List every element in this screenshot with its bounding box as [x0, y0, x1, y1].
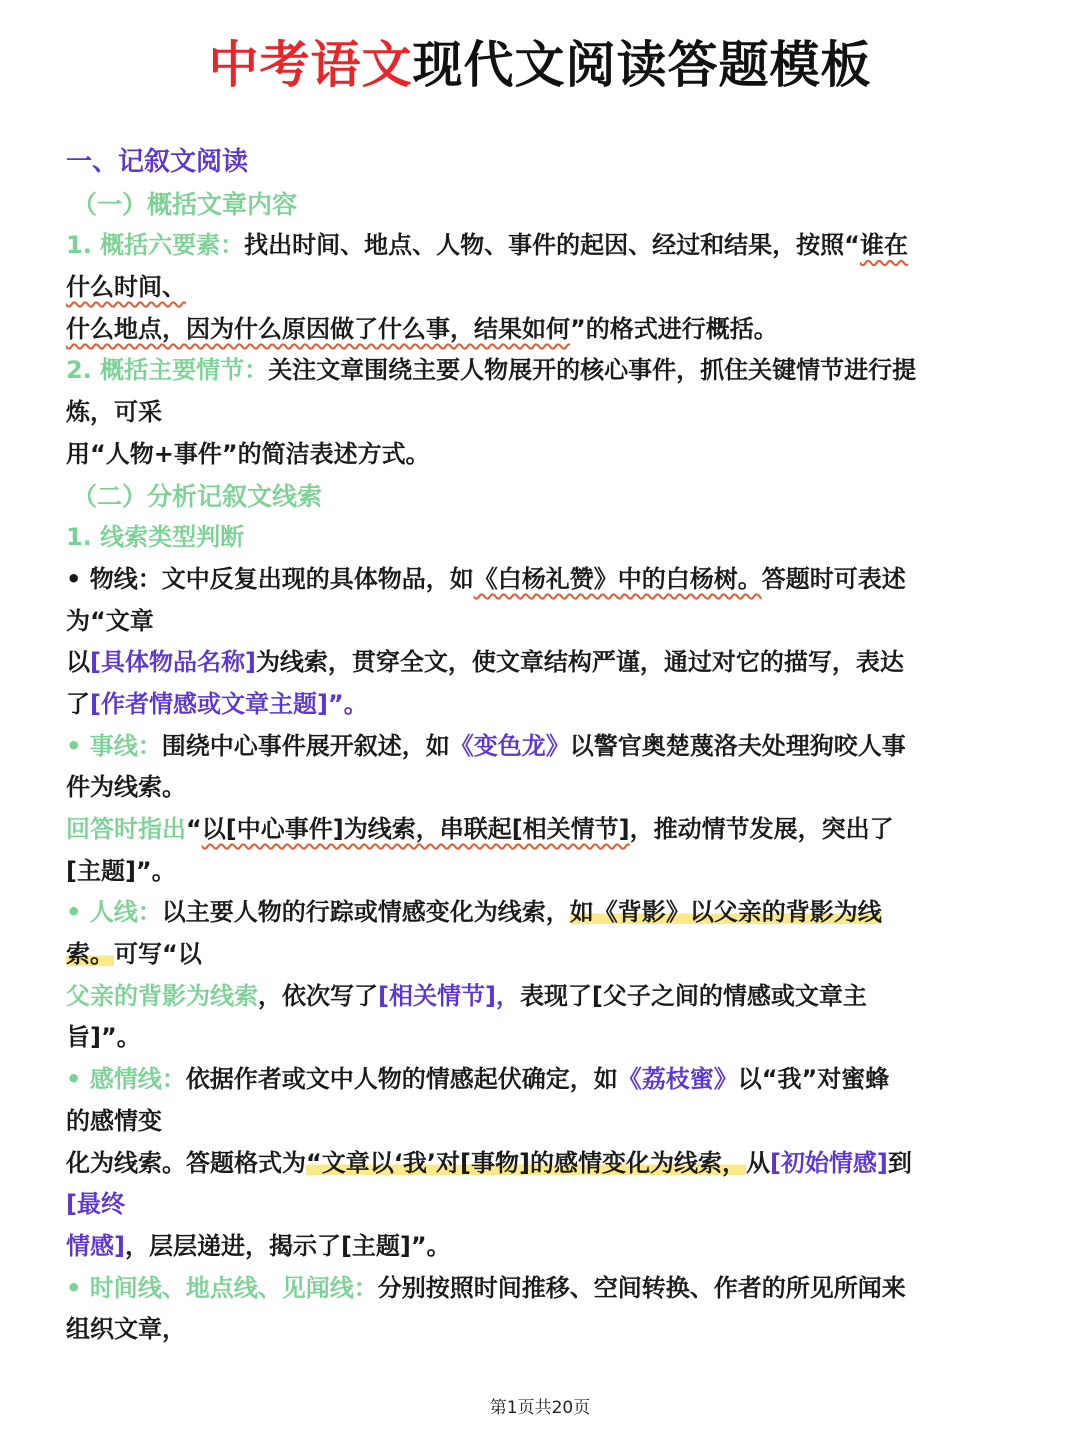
bullet-label: • 时间线、地点线、见闻线： [66, 1273, 378, 1302]
bullet-object-clue-cont [66, 642, 1041, 684]
page-number: 第1页共20页 [489, 1398, 591, 1418]
item-six-elements-cont [66, 309, 1041, 351]
bullet-text: 了 [66, 689, 90, 718]
highlighted-text: “文章以‘我’对[事物]的感情变化为线索， [306, 1148, 746, 1177]
bullet-person-clue-cont [66, 976, 1041, 1018]
page-title [0, 30, 1080, 100]
book-title: 《变色龙》 [449, 731, 570, 760]
placeholder-text: [初始情感] [769, 1148, 888, 1177]
placeholder-text: [具体物品名称] [90, 648, 256, 677]
bullet-text: 表现了[父子之间的情感或文章主 [519, 981, 867, 1010]
placeholder-text: [作者情感或文章主题]”。 [90, 689, 368, 718]
item-label: 1. 概括六要素： [66, 231, 245, 260]
green-text: 父亲的背影为线索 [66, 981, 258, 1010]
green-text: 回答时指出 [66, 815, 186, 843]
bullet-text: 为线索，贯穿全文，使文章结构严谨，通过对它的描写，表达 [255, 648, 904, 677]
item-main-plot [66, 350, 1041, 392]
bullet-label: • 物线： [66, 564, 162, 593]
highlighted-text: 索。 [66, 940, 114, 969]
title-red-part: 中考语文 [208, 36, 413, 94]
bullet-text: 以警官奥楚蔑洛夫处理狗咬人事 [569, 731, 906, 760]
bullet-text: 化为线索。答题格式为 [66, 1148, 306, 1177]
bullet-person-clue-cont: 旨]”。 [66, 1023, 141, 1052]
placeholder-text: 情感] [66, 1231, 125, 1260]
bullet-text: 从 [745, 1148, 770, 1177]
wavy-underline-text: 以[中心事件]为线索，串联起[相关情节] [201, 815, 630, 843]
item-main-plot-cont: 用“人物+事件”的简洁表述方式。 [66, 439, 430, 468]
bullet-emotion-clue-cont: [最终 [66, 1190, 125, 1219]
wavy-underline-text: 什么地点，因为什么原因做了什么事，结果如何 [66, 314, 570, 343]
bullet-emotion-clue-cont: 的感情变 [66, 1106, 162, 1135]
placeholder-text: [相关情节]， [378, 981, 520, 1010]
item-label: 2. 概括主要情节： [66, 356, 269, 385]
bullet-event-clue [66, 726, 1041, 768]
bullet-text: 可写“以 [114, 940, 202, 969]
bullet-text: “ [186, 815, 202, 843]
wavy-underline-text: 谁在 [859, 231, 908, 260]
item-main-plot-cont: 炼，可采 [66, 398, 162, 427]
item-text: ”的格式进行概括。 [570, 314, 778, 343]
bullet-event-clue-cont [66, 809, 1041, 851]
bullet-event-clue-cont: [主题]”。 [66, 856, 176, 885]
bullet-person-clue-cont [66, 934, 1041, 976]
subsection-heading-clue: （二）分析记叙文线索 [72, 481, 323, 511]
wavy-underline-text: 什么时间、 [66, 273, 186, 302]
subsection-heading-summarize: （一）概括文章内容 [72, 189, 298, 219]
bullet-text: ，依次写了 [258, 981, 378, 1010]
document-body [66, 142, 1041, 1351]
bullet-text: 以“我”对蜜蜂 [737, 1065, 890, 1094]
bullet-label: • 感情线： [66, 1065, 186, 1094]
bullet-text: 文中反复出现的具体物品，如 [161, 564, 474, 593]
bullet-text: ，推动情节发展，突出了 [629, 815, 894, 843]
bullet-emotion-clue-cont [66, 1226, 1041, 1268]
bullet-event-clue-cont: 件为线索。 [66, 773, 186, 802]
bullet-text: 到 [887, 1148, 912, 1177]
bullet-label: • 人线： [66, 898, 162, 927]
item-six-elements [66, 225, 1041, 267]
title-black-part: 现代文阅读答题模板 [412, 36, 872, 94]
item-clue-type: 1. 线索类型判断 [66, 523, 245, 552]
bullet-person-clue [66, 892, 1041, 934]
bullet-other-clues [66, 1268, 1041, 1310]
bullet-emotion-clue [66, 1059, 1041, 1101]
bullet-other-clues-cont: 组织文章， [66, 1315, 186, 1344]
bullet-text: 分别按照时间推移、空间转换、作者的所见所闻来 [377, 1273, 906, 1302]
bullet-text: 以主要人物的行踪或情感变化为线索， [161, 898, 570, 927]
item-text: 关注文章围绕主要人物展开的核心事件，抓住关键情节进行提 [268, 356, 917, 385]
bullet-object-clue-cont: 为“文章 [66, 606, 154, 635]
section-heading-narrative: 一、记叙文阅读 [66, 147, 249, 177]
bullet-text: 围绕中心事件展开叙述，如 [161, 731, 450, 760]
bullet-object-clue-cont [66, 684, 1041, 726]
bullet-label: • 事线： [66, 731, 162, 760]
bullet-object-clue [66, 559, 1041, 601]
bullet-text: ，层层递进，揭示了[主题]”。 [124, 1231, 451, 1260]
bullet-emotion-clue-cont [66, 1143, 1041, 1185]
book-title: 《荔枝蜜》 [617, 1065, 738, 1094]
highlighted-text: 如《背影》以父亲的背影为线 [569, 898, 882, 927]
item-text: 找出时间、地点、人物、事件的起因、经过和结果，按照“ [244, 231, 860, 260]
bullet-text: 依据作者或文中人物的情感起伏确定，如 [185, 1065, 618, 1094]
bullet-text: 答题时可表述 [761, 564, 906, 593]
item-six-elements-cont [66, 267, 1041, 309]
bullet-text: 以 [66, 648, 90, 677]
wavy-underline-text: 《白杨礼赞》中的白杨树。 [473, 564, 762, 593]
